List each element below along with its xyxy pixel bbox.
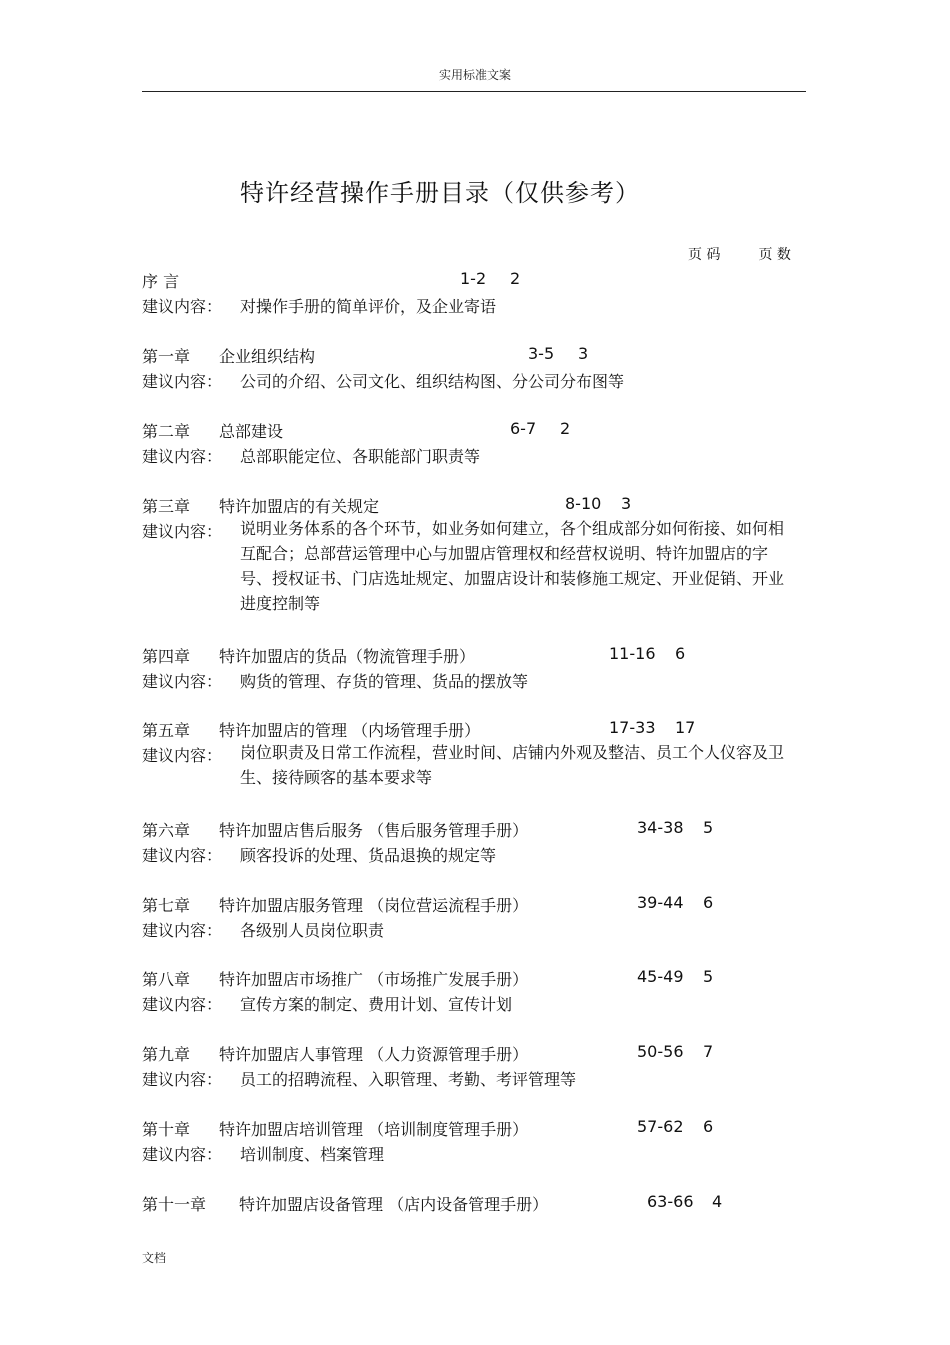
suggestion-text: 宣传方案的制定、费用计划、宣传计划 [240, 995, 513, 1014]
suggestion-label: 建议内容： [142, 921, 223, 940]
suggestion-label: 建议内容： [142, 995, 223, 1014]
suggestion-text: 员工的招聘流程、入职管理、考勤、考评管理等 [240, 1070, 577, 1089]
chapter-name: 企业组织结构 [219, 347, 316, 366]
page-count: 6 [703, 893, 714, 912]
page-range: 57-62 [637, 1117, 684, 1136]
chapter-name: 特许加盟店售后服务 （售后服务管理手册） [219, 821, 529, 840]
header-rule [142, 91, 806, 92]
document-title: 特许经营操作手册目录（仅供参考） [240, 179, 640, 207]
chapter-name: 特许加盟店市场推广 （市场推广发展手册） [219, 970, 529, 989]
chapter-number: 第五章 [142, 721, 191, 740]
page-header: 实用标准文案 [438, 68, 511, 82]
chapter-number: 第七章 [142, 896, 191, 915]
chapter-number: 第一章 [142, 347, 191, 366]
page-range: 6-7 [510, 419, 537, 438]
chapter-name: 特许加盟店设备管理 （店内设备管理手册） [239, 1195, 549, 1214]
chapter-number: 第十章 [142, 1120, 191, 1139]
page-count: 3 [621, 494, 632, 513]
page-range: 45-49 [637, 967, 684, 986]
page-count: 6 [675, 644, 686, 663]
suggestion-text: 说明业务体系的各个环节，如业务如何建立，各个组成部分如何衔接、如何相互配合；总部营运管理中心与加盟店管理权和经营权说明、特许加盟店的字号、授权证书、门店选址规定、加盟店设计和装修施工规定、开业促销、开业进度控制等 [240, 519, 785, 613]
page-range: 8-10 [565, 494, 602, 513]
suggestion-text: 总部职能定位、各职能部门职责等 [240, 447, 481, 466]
page-count: 4 [712, 1192, 723, 1211]
page-range: 17-33 [609, 718, 656, 737]
suggestion-label: 建议内容： [142, 1070, 223, 1089]
suggestion-label: 建议内容： [142, 746, 223, 765]
suggestion-label: 建议内容： [142, 372, 223, 391]
suggestion-label: 建议内容： [142, 297, 223, 316]
page-count: 2 [560, 419, 571, 438]
chapter-name: 特许加盟店的管理 （内场管理手册） [219, 721, 481, 740]
page-count: 17 [675, 718, 696, 737]
column-headers [688, 244, 791, 264]
suggestion-text: 顾客投诉的处理、货品退换的规定等 [240, 846, 497, 865]
chapter-name: 特许加盟店人事管理 （人力资源管理手册） [219, 1045, 529, 1064]
chapter-number: 第八章 [142, 970, 191, 989]
page-range: 11-16 [609, 644, 656, 663]
suggestion-text: 岗位职责及日常工作流程，营业时间、店铺内外观及整洁、员工个人仪容及卫生、接待顾客的基本要求等 [240, 743, 785, 787]
page-count: 5 [703, 818, 714, 837]
page-range: 50-56 [637, 1042, 684, 1061]
suggestion-label: 建议内容： [142, 447, 223, 466]
pages-column-header: 页 码 [688, 247, 721, 263]
count-column-header: 页 数 [758, 247, 791, 263]
suggestion-label: 建议内容： [142, 1145, 223, 1164]
chapter-name: 特许加盟店服务管理 （岗位营运流程手册） [219, 896, 529, 915]
suggestion-text: 对操作手册的简单评价，及企业寄语 [240, 297, 497, 316]
page-range: 3-5 [528, 344, 555, 363]
chapter-number: 序 言 [142, 272, 180, 291]
page-footer: 文档 [142, 1251, 167, 1265]
suggestion-text: 公司的介绍、公司文化、组织结构图、分公司分布图等 [240, 372, 625, 391]
chapter-number: 第二章 [142, 422, 191, 441]
chapter-number: 第六章 [142, 821, 191, 840]
chapter-number: 第十一章 [142, 1195, 207, 1214]
page-count: 2 [510, 269, 521, 288]
page-count: 3 [578, 344, 589, 363]
suggestion-text: 培训制度、档案管理 [240, 1145, 385, 1164]
chapter-number: 第九章 [142, 1045, 191, 1064]
page-range: 1-2 [460, 269, 487, 288]
chapter-number: 第四章 [142, 647, 191, 666]
page-range: 63-66 [647, 1192, 694, 1211]
suggestion-text: 各级别人员岗位职责 [240, 921, 385, 940]
chapter-name: 特许加盟店的有关规定 [219, 497, 380, 516]
chapter-name: 特许加盟店的货品（物流管理手册） [219, 647, 476, 666]
page-range: 34-38 [637, 818, 684, 837]
suggestion-label: 建议内容： [142, 846, 223, 865]
page-count: 7 [703, 1042, 714, 1061]
chapter-number: 第三章 [142, 497, 191, 516]
page-range: 39-44 [637, 893, 684, 912]
suggestion-label: 建议内容： [142, 672, 223, 691]
page-count: 5 [703, 967, 714, 986]
chapter-name: 总部建设 [219, 422, 284, 441]
suggestion-label: 建议内容： [142, 522, 223, 541]
chapter-name: 特许加盟店培训管理 （培训制度管理手册） [219, 1120, 529, 1139]
suggestion-text: 购货的管理、存货的管理、货品的摆放等 [240, 672, 529, 691]
page-count: 6 [703, 1117, 714, 1136]
